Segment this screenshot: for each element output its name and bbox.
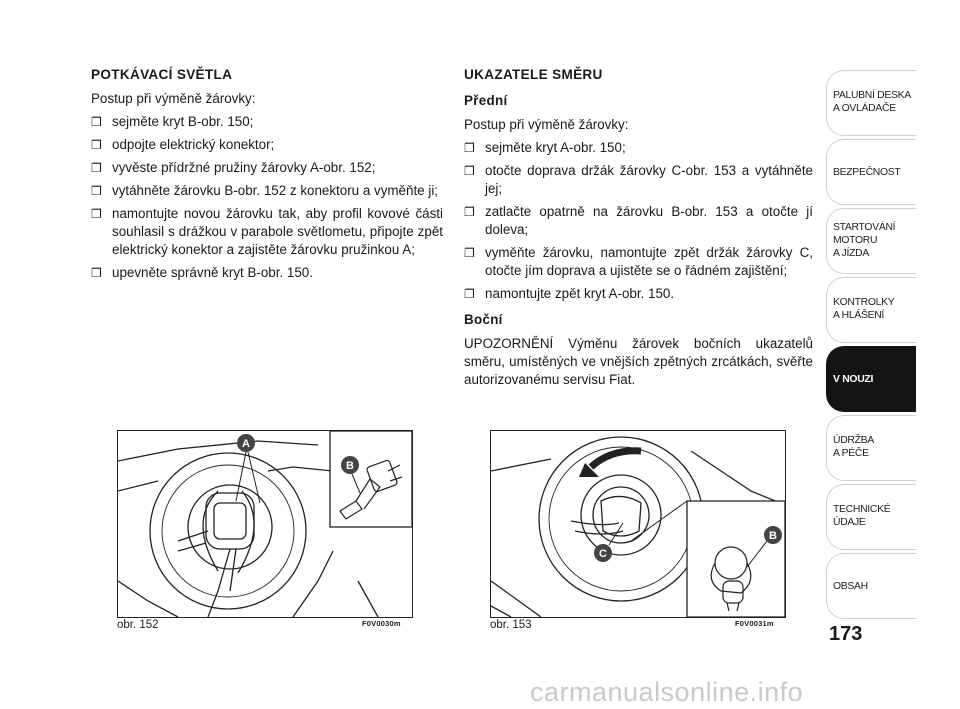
section-heading-turn-signals: UKAZATELE SMĚRU [464, 67, 603, 82]
figure-code-152: F0V0030m [362, 619, 401, 628]
checkbox-bullet-icon: ❒ [91, 161, 102, 175]
tab-label: PALUBNÍ DESKA A OVLÁDAČE [833, 90, 911, 114]
tab-warning-lights[interactable] [826, 277, 916, 343]
right-column [464, 66, 813, 394]
tab-safety[interactable] [826, 139, 916, 205]
checkbox-bullet-icon: ❒ [91, 138, 102, 152]
figure-caption-153: obr. 153 [490, 619, 532, 631]
list-item: ❒ vytáhněte žárovku B-obr. 152 z konektoru a vyměňte ji; [91, 183, 439, 198]
headlamp-bulb-illustration [118, 431, 412, 617]
tab-starting-driving[interactable] [826, 208, 916, 274]
tab-emergency[interactable] [826, 346, 916, 412]
list-item: ❒ upevněte správně kryt B-obr. 150. [91, 265, 313, 280]
list-item: ❒ odpojte elektrický konektor; [91, 137, 275, 152]
figure-label-b: B [769, 530, 777, 542]
list-item: ❒ vyvěste přídržné pružiny žárovky A-obr. 152; [91, 160, 376, 175]
figure-label-a: A [242, 438, 250, 450]
list-item: ❒ sejměte kryt B-obr. 150; [91, 114, 254, 129]
tab-maintenance[interactable] [826, 415, 916, 481]
tab-technical-data[interactable] [826, 484, 916, 550]
chapter-sidebar [826, 70, 916, 622]
checkbox-bullet-icon: ❒ [91, 184, 102, 198]
page-number: 173 [829, 623, 863, 645]
checkbox-bullet-icon: ❒ [91, 266, 102, 280]
checkbox-bullet-icon: ❒ [464, 246, 475, 260]
front-steps [464, 139, 813, 303]
list-item: ❒ otočte doprava držák žárovky C-obr. 153 a vytáhněte jej; [464, 163, 813, 196]
list-item: ❒ zatlačte opatrně na žárovku B-obr. 153 a otočte jí doleva; [464, 204, 813, 237]
list-item: ❒ namontujte zpět kryt A-obr. 150. [464, 286, 675, 301]
tab-dashboard-controls[interactable] [826, 70, 916, 136]
tab-contents[interactable] [826, 553, 916, 619]
figure-caption-152: obr. 152 [117, 619, 159, 631]
low-beam-steps [91, 113, 443, 282]
watermark: carmanualsonline.info [530, 677, 804, 707]
tab-label: V NOUZI [833, 374, 874, 385]
left-column [91, 66, 443, 287]
tab-label: STARTOVÁNÍ MOTORU A JÍZDA [833, 222, 896, 259]
tab-label: TECHNICKÉ ÚDAJE [833, 504, 891, 528]
tab-label: ÚDRŽBA A PÉČE [833, 435, 874, 459]
figure-label-c: C [599, 548, 607, 560]
subheading-side: Boční [464, 312, 503, 327]
checkbox-bullet-icon: ❒ [464, 205, 475, 219]
figure-code-153: F0V0031m [735, 619, 774, 628]
tab-label: KONTROLKY A HLÁŠENÍ [833, 297, 895, 321]
list-item: ❒ sejměte kryt A-obr. 150; [464, 140, 626, 155]
figure-label-b: B [346, 460, 354, 472]
checkbox-bullet-icon: ❒ [464, 141, 475, 155]
list-item: ❒ namontujte novou žárovku tak, aby profil kovové části souhlasil s drážkou v parabole světlometu, připojte zpět elektrický konektor a zajistěte žárovku pružinkou A; [91, 206, 443, 257]
side-warning-text: UPOZORNĚNÍ Výměnu žárovek bočních ukazatelů směru, umístěných ve vnějších zpětných zrcátkách, svěřte autorizovanému servisu Fiat. [464, 336, 813, 387]
front-intro: Postup při výměně žárovky: [464, 117, 629, 132]
subheading-front: Přední [464, 93, 508, 108]
checkbox-bullet-icon: ❒ [464, 287, 475, 301]
checkbox-bullet-icon: ❒ [464, 164, 475, 178]
turn-signal-bulb-illustration [491, 431, 785, 617]
section-heading-low-beam: POTKÁVACÍ SVĚTLA [91, 67, 233, 82]
checkbox-bullet-icon: ❒ [91, 115, 102, 129]
tab-label: BEZPEČNOST [833, 167, 901, 178]
tab-label: OBSAH [833, 581, 868, 592]
figure-152-headlamp-bulb [117, 430, 413, 618]
checkbox-bullet-icon: ❒ [91, 207, 102, 221]
figure-153-turn-signal-bulb [490, 430, 786, 618]
low-beam-intro: Postup při výměně žárovky: [91, 91, 256, 106]
list-item: ❒ vyměňte žárovku, namontujte zpět držák žárovky C, otočte jím doprava a ujistěte se o řádném zajištění; [464, 245, 813, 278]
